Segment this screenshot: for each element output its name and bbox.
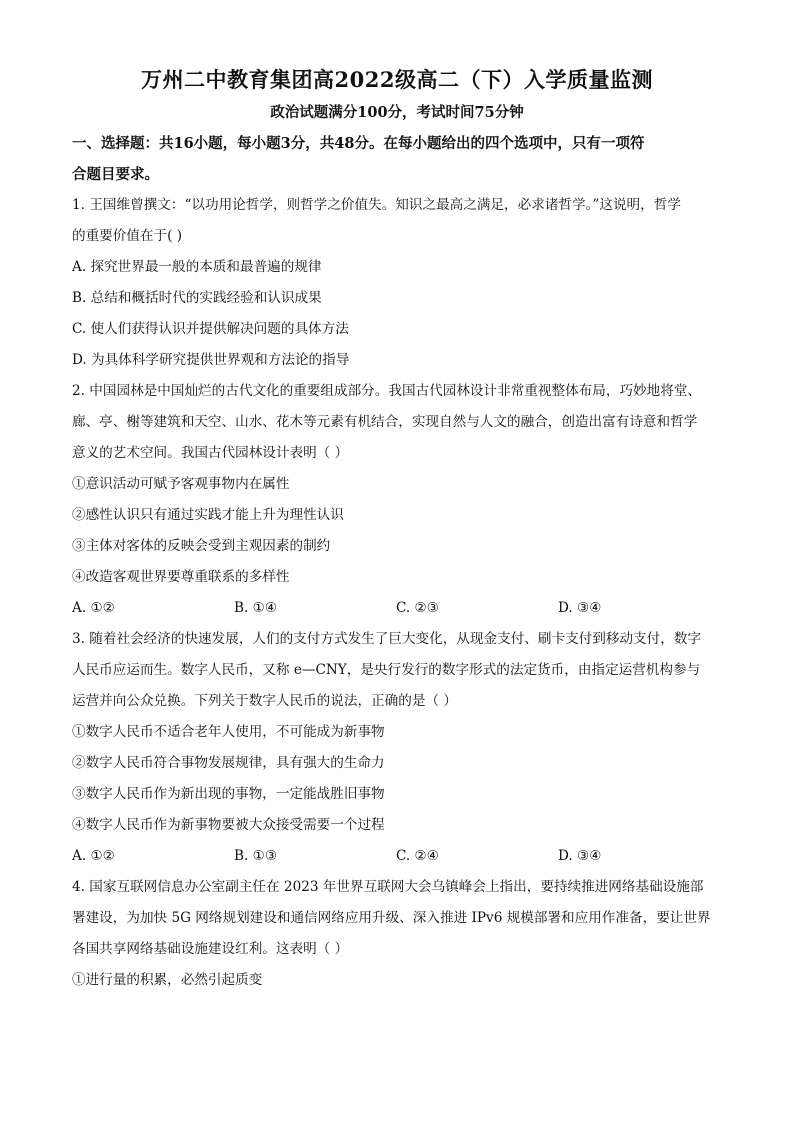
statement-item: ①进行量的积累，必然引起质变 [72,972,263,988]
exam-title: 万州二中教育集团高2022级高二（下）入学质量监测 [141,67,653,92]
question-stem-line: 意义的艺术空间。我国古代园林设计表明（ ） [72,445,349,461]
statement-item: ④改造客观世界要尊重联系的多样性 [72,569,290,585]
question-1 [72,190,722,376]
answer-option-d: D. 为具体科学研究提供世界观和方法论的指导 [72,352,350,368]
question-3 [72,624,722,872]
statement-item: ①数字人民币不适合老年人使用，不可能成为新事物 [72,724,385,740]
question-2 [72,376,722,624]
answer-option-a: A. 探究世界最一般的本质和最普遍的规律 [72,259,322,275]
answer-choice-a: A. ①② [72,848,115,864]
exam-subtitle: 政治试题满分100分，考试时间75分钟 [270,104,524,121]
answer-choices [72,593,722,624]
question-stem-line: 运营并向公众兑换。下列关于数字人民币的说法，正确的是（ ） [72,693,457,709]
statement-item: ②数字人民币符合事物发展规律，具有强大的生命力 [72,755,385,771]
statement-item: ③数字人民币作为新出现的事物，一定能战胜旧事物 [72,786,385,802]
answer-choices [72,841,722,872]
section-heading-line: 合题目要求。 [72,166,159,183]
answer-choice-a: A. ①② [72,600,115,616]
question-stem-line: 2. 中国园林是中国灿烂的古代文化的重要组成部分。我国古代园林设计非常重视整体布局，巧妙地将堂、 [72,383,702,399]
question-stem-line: 4. 国家互联网信息办公室副主任在 2023 年世界互联网大会乌镇峰会上指出，要持续推进网络基础设施部 [72,879,704,895]
answer-choice-b: B. ①④ [234,600,278,616]
question-stem-line: 的重要价值在于( ) [72,228,183,244]
statement-item: ②感性认识只有通过实践才能上升为理性认识 [72,507,344,523]
question-stem-line: 1. 王国维曾撰文：“以功用论哲学，则哲学之价值失。知识之最高之满足，必求诸哲学。”这说明，哲学 [72,197,681,213]
section-heading [72,128,722,190]
answer-choice-b: B. ①③ [234,848,278,864]
answer-option-c: C. 使人们获得认识并提供解决问题的具体方法 [72,321,349,337]
exam-page [72,62,722,996]
answer-choice-d: D. ③④ [558,600,602,616]
question-stem-line: 各国共享网络基础设施建设红利。这表明（ ） [72,941,349,957]
statement-item: ①意识活动可赋予客观事物内在属性 [72,476,290,492]
answer-choice-c: C. ②④ [396,848,439,864]
answer-option-b: B. 总结和概括时代的实践经验和认识成果 [72,290,322,306]
answer-choice-c: C. ②③ [396,600,439,616]
section-heading-line: 一、选择题：共16小题，每小题3分，共48分。在每小题给出的四个选项中，只有一项符 [72,135,645,152]
answer-choice-d: D. ③④ [558,848,602,864]
question-stem-line: 3. 随着社会经济的快速发展，人们的支付方式发生了巨大变化，从现金支付、刷卡支付到移动支付，数字 [72,631,702,647]
question-4 [72,872,722,996]
question-stem-line: 廊、亭、榭等建筑和天空、山水、花木等元素有机结合，实现自然与人文的融合，创造出富有诗意和哲学 [72,414,698,430]
statement-item: ③主体对客体的反映会受到主观因素的制约 [72,538,331,554]
question-stem-line: 署建设，为加快 5G 网络规划建设和通信网络应用升级、深入推进 IPv6 规模部署和应用作准备，要让世界 [72,910,711,926]
question-stem-line: 人民币应运而生。数字人民币，又称 e—CNY，是央行发行的数字形式的法定货币，由指定运营机构参与 [72,662,701,678]
statement-item: ④数字人民币作为新事物要被大众接受需要一个过程 [72,817,385,833]
